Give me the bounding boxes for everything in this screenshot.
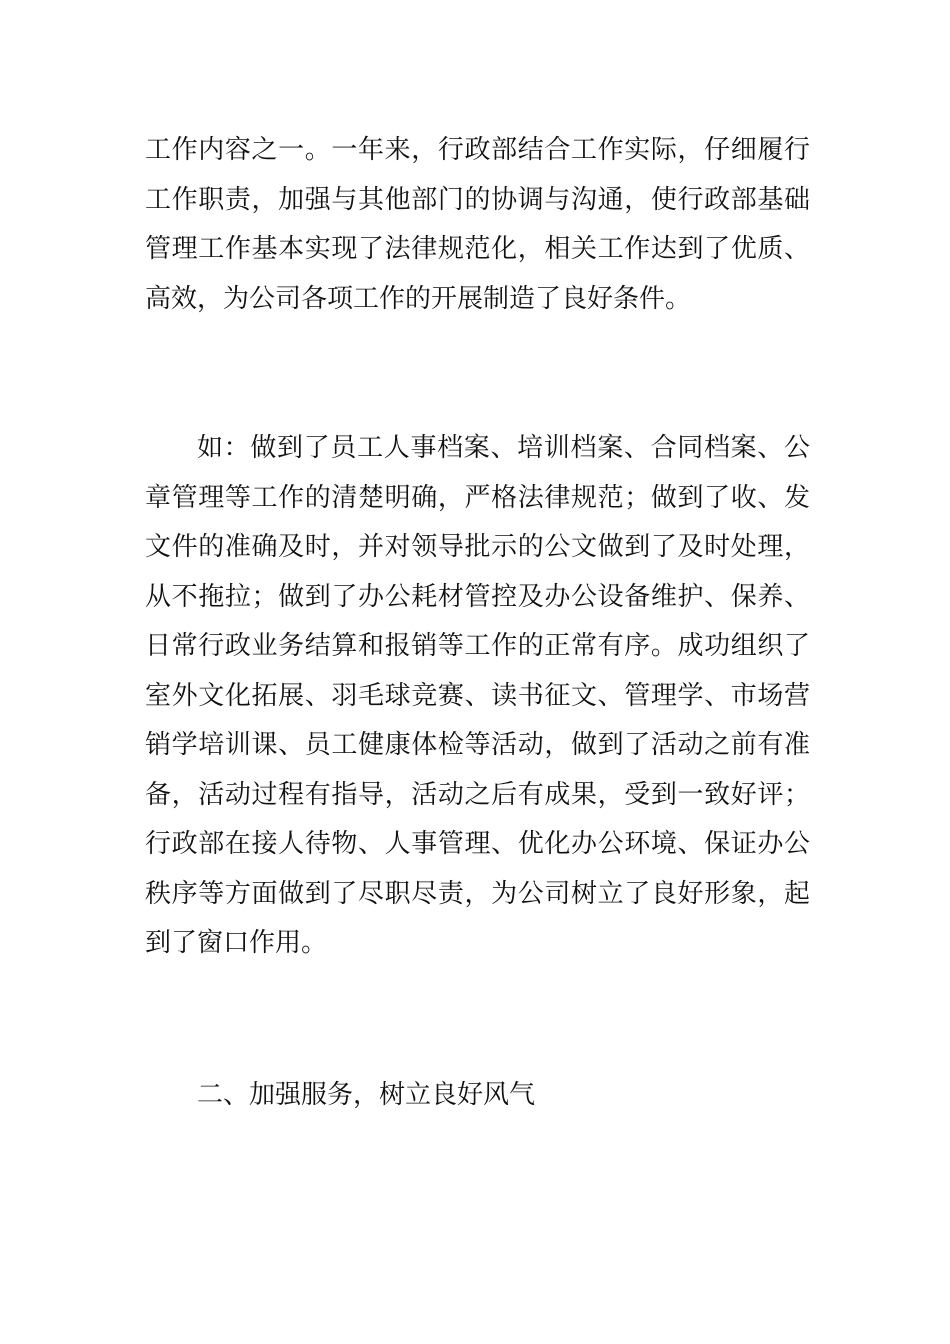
- text-line: 如：做到了员工人事档案、培训档案、合同档案、公: [197, 433, 810, 463]
- text-line: 工作职责，加强与其他部门的协调与沟通，使行政部基础: [145, 184, 810, 215]
- paragraph-admin-summary: [145, 126, 810, 324]
- text-line: 秩序等方面做到了尽职尽责，为公司树立了良好形象，起: [145, 878, 810, 909]
- section-heading: [145, 1071, 810, 1121]
- text-line: 管理工作基本实现了法律规范化，相关工作达到了优质、: [145, 234, 810, 264]
- text-line: 行政部在接人待物、人事管理、优化办公环境、保证办公: [145, 829, 810, 859]
- paragraph-achievements: [145, 424, 810, 969]
- text-line: 从不拖拉；做到了办公耗材管控及办公设备维护、保养、: [145, 581, 810, 612]
- text-line: 备，活动过程有指导，活动之后有成果，受到一致好评；: [145, 779, 810, 810]
- text-line: 销学培训课、员工健康体检等活动，做到了活动之前有准: [145, 730, 810, 760]
- text-line: 日常行政业务结算和报销等工作的正常有序。成功组织了: [145, 631, 810, 661]
- text-line: 高效，为公司各项工作的开展制造了良好条件。: [145, 283, 692, 314]
- text-line: 室外文化拓展、羽毛球竞赛、读书征文、管理学、市场营: [145, 680, 810, 711]
- text-line: 工作内容之一。一年来，行政部结合工作实际，仔细履行: [145, 135, 810, 165]
- text-line: 到了窗口作用。: [145, 928, 328, 958]
- text-line: 文件的准确及时，并对领导批示的公文做到了及时处理，: [145, 532, 810, 562]
- heading-text: 二、加强服务，树立良好风气: [197, 1080, 536, 1110]
- text-line: 章管理等工作的清楚明确，严格法律规范；做到了收、发: [145, 482, 810, 513]
